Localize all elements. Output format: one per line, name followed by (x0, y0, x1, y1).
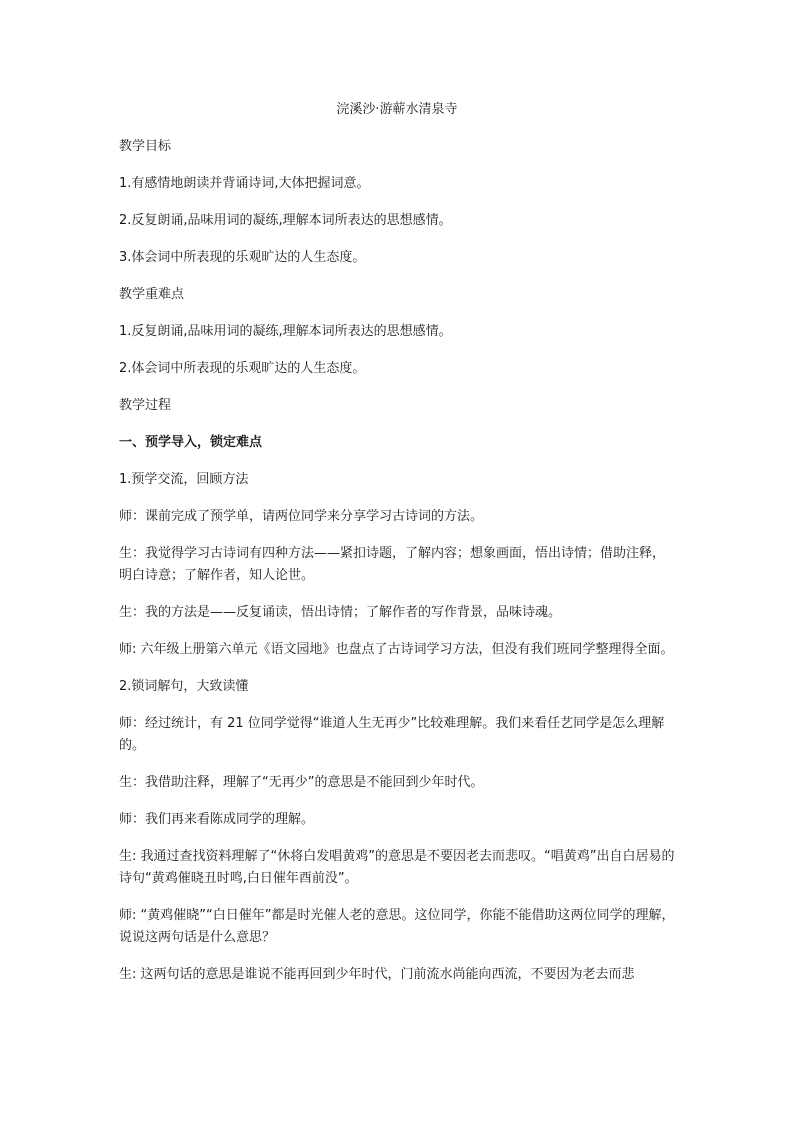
paragraph: 2.体会词中所表现的乐观旷达的人生态度。 (119, 361, 366, 376)
subsection-heading: 1.预学交流，回顾方法 (119, 472, 249, 487)
paragraph: 3.体会词中所表现的乐观旷达的人生态度。 (119, 250, 366, 265)
heading-teaching-goals: 教学目标 (119, 139, 172, 154)
paragraph: 生：我借助注释，理解了“无再少”的意思是不能回到少年时代。 (119, 775, 484, 790)
paragraph: 师：我们再来看陈成同学的理解。 (119, 812, 315, 827)
paragraph: 师: “黄鸡催晓”“白日催年”都是时光催人老的意思。这位同学，你能不能借助这两位同学的理解，说说这两句话是什么意思？ (119, 908, 675, 945)
document-body (119, 136, 677, 1001)
paragraph: 师: 六年级上册第六单元《语文园地》也盘点了古诗词学习方法，但没有我们班同学整理得全面。 (119, 642, 674, 657)
document-title: 浣溪沙·游蕲水清泉寺 (336, 102, 458, 117)
paragraph: 生：我觉得学习古诗词有四种方法——紧扣诗题，了解内容；想象画面，悟出诗情；借助注释，明白诗意；了解作者，知人论世。 (119, 546, 666, 583)
paragraph: 生: 我通过查找资料理解了“休将白发唱黄鸡”的意思是不要因老去而悲叹。“唱黄鸡”出自白居易的诗句“黄鸡催晓丑时鸣,白日催年酉前没”。 (119, 849, 675, 886)
paragraph: 2.反复朗诵,品味用词的凝练,理解本词所表达的思想感情。 (119, 213, 452, 228)
subsection-heading: 2.锁词解句，大致读懂 (119, 679, 249, 694)
paragraph: 师：课前完成了预学单，请两位同学来分享学习古诗词的方法。 (119, 509, 484, 524)
paragraph: 1.有感情地朗读并背诵诗词,大体把握词意。 (119, 176, 370, 191)
paragraph: 生：我的方法是——反复诵读，悟出诗情；了解作者的写作背景，品味诗魂。 (119, 605, 562, 620)
paragraph: 师：经过统计，有 21 位同学觉得“谁道人生无再少”比较难理解。我们来看任艺同学是怎么理解的。 (119, 716, 665, 753)
section-heading: 一、预学导入，锁定难点 (119, 435, 263, 450)
paragraph: 生: 这两句话的意思是谁说不能再回到少年时代，门前流水尚能向西流，不要因为老去而悲 (119, 967, 635, 982)
heading-key-points: 教学重难点 (119, 287, 185, 302)
paragraph: 1.反复朗诵,品味用词的凝练,理解本词所表达的思想感情。 (119, 324, 452, 339)
heading-teaching-process: 教学过程 (119, 398, 172, 413)
